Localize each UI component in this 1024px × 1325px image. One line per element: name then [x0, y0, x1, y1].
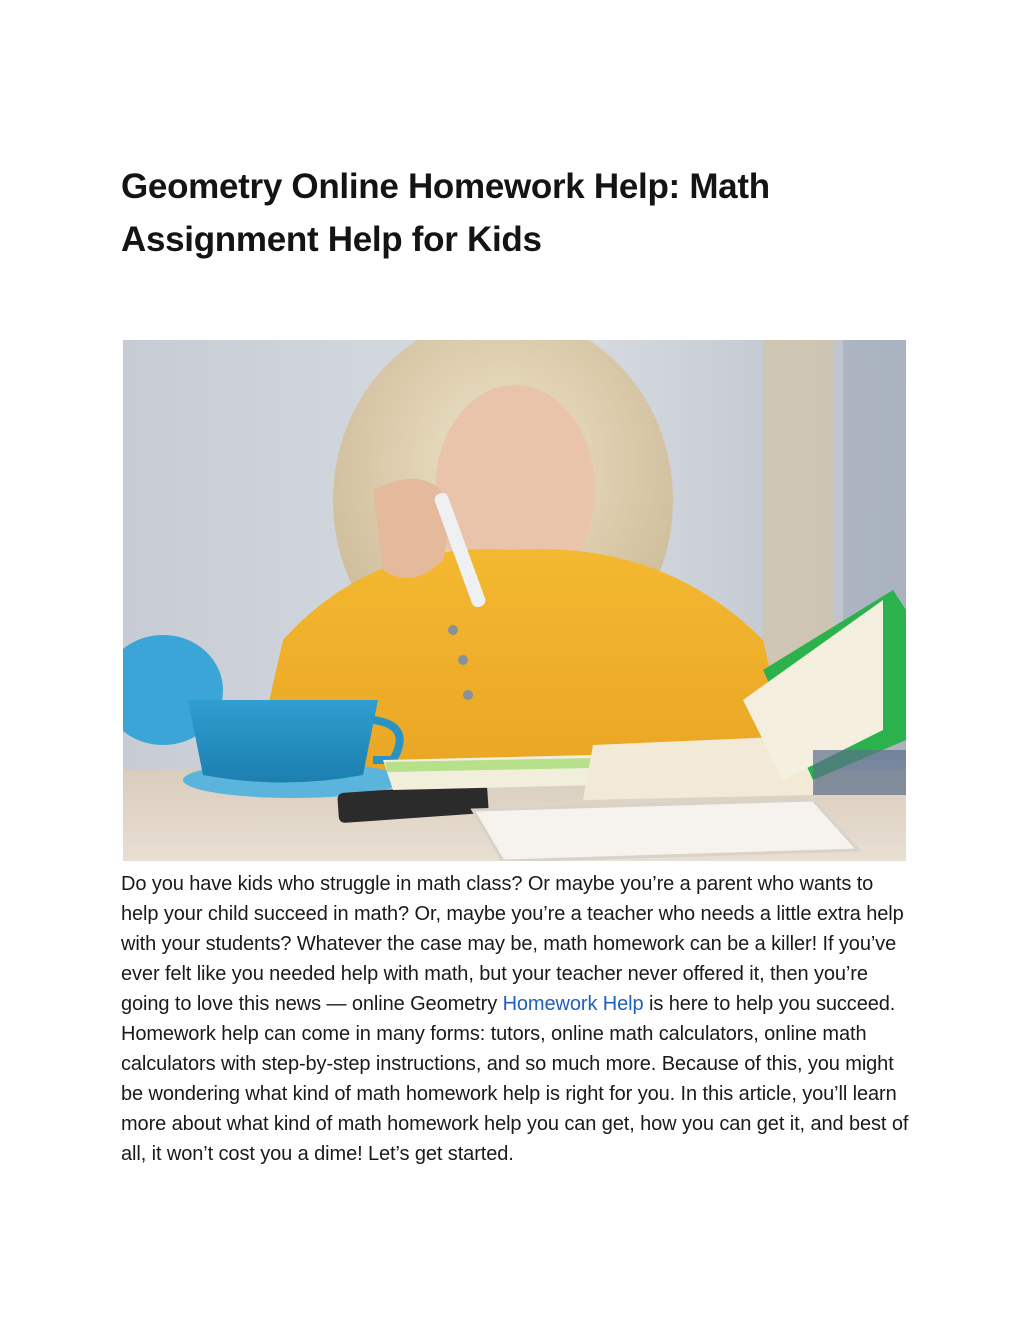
- photo-woman-studying-illustration: [123, 340, 906, 861]
- intro-text-after-link: is here to help you succeed.: [643, 993, 896, 1015]
- article-title: Geometry Online Homework Help: Math Assignment Help for Kids: [121, 167, 770, 259]
- article-body: [121, 869, 911, 1169]
- intro-text-before-link: Do you have kids who struggle in math class? Or maybe you’re a parent who wants to help your child succeed in math? Or, maybe you’re a teacher who needs a little extra help with your students? Whatever the case may be, math homework can be a killer! If you’ve ever felt like you needed help with math, but your teacher never offered it, then you’re going to love this news — online Geometry: [121, 873, 904, 1015]
- homework-help-link[interactable]: Homework Help: [502, 993, 644, 1015]
- second-paragraph: Homework help can come in many forms: tutors, online math calculators, online math calculators with step-by-step instructions, and so much more. Because of this, you might be wondering what kind of math homework help is right for you. In this article, you’ll learn more about what kind of math homework help you can get, how you can get it, and best of all, it won’t cost you a dime! Let’s get started.: [121, 1023, 909, 1165]
- hero-photo: [123, 340, 906, 861]
- intro-paragraph: [121, 869, 911, 1019]
